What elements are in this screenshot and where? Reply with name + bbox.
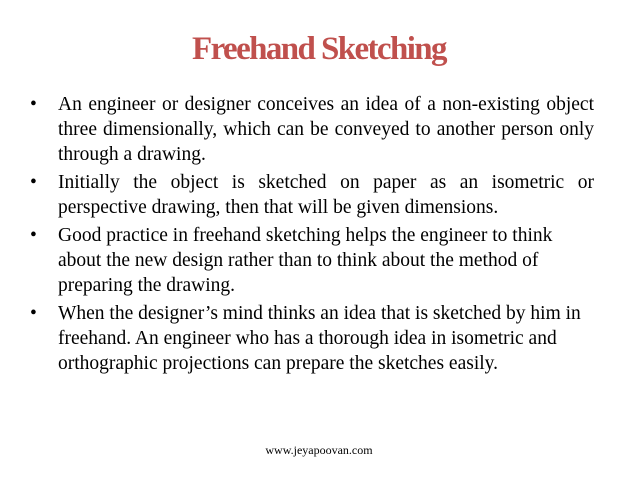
bullet-text: Initially the object is sketched on paper as an isometric or perspective drawing, then that will be given dimensions. [58,172,594,218]
footer-url: www.jeyapoovan.com [265,443,373,457]
slide-title: Freehand Sketching [192,31,446,67]
bullet-item [30,223,594,298]
bullet-list [30,92,594,379]
bullet-item [30,170,594,220]
bullet-text: An engineer or designer conceives an idea of a non-existing object three dimensionally, which can be conveyed to another person only through a drawing. [58,94,594,165]
bullet-icon: • [30,172,37,193]
bullet-item [30,92,594,167]
bullet-icon: • [30,225,37,246]
bullet-item [30,301,594,376]
bullet-icon: • [30,303,37,324]
bullet-text: Good practice in freehand sketching helps the engineer to think about the new design rather than to think about the method of preparing the drawing. [58,225,553,296]
bullet-text: When the designer’s mind thinks an idea that is sketched by him in freehand. An engineer who has a thorough idea in isometric and orthographic projections can prepare the sketches easily. [58,303,581,374]
bullet-icon: • [30,94,37,115]
